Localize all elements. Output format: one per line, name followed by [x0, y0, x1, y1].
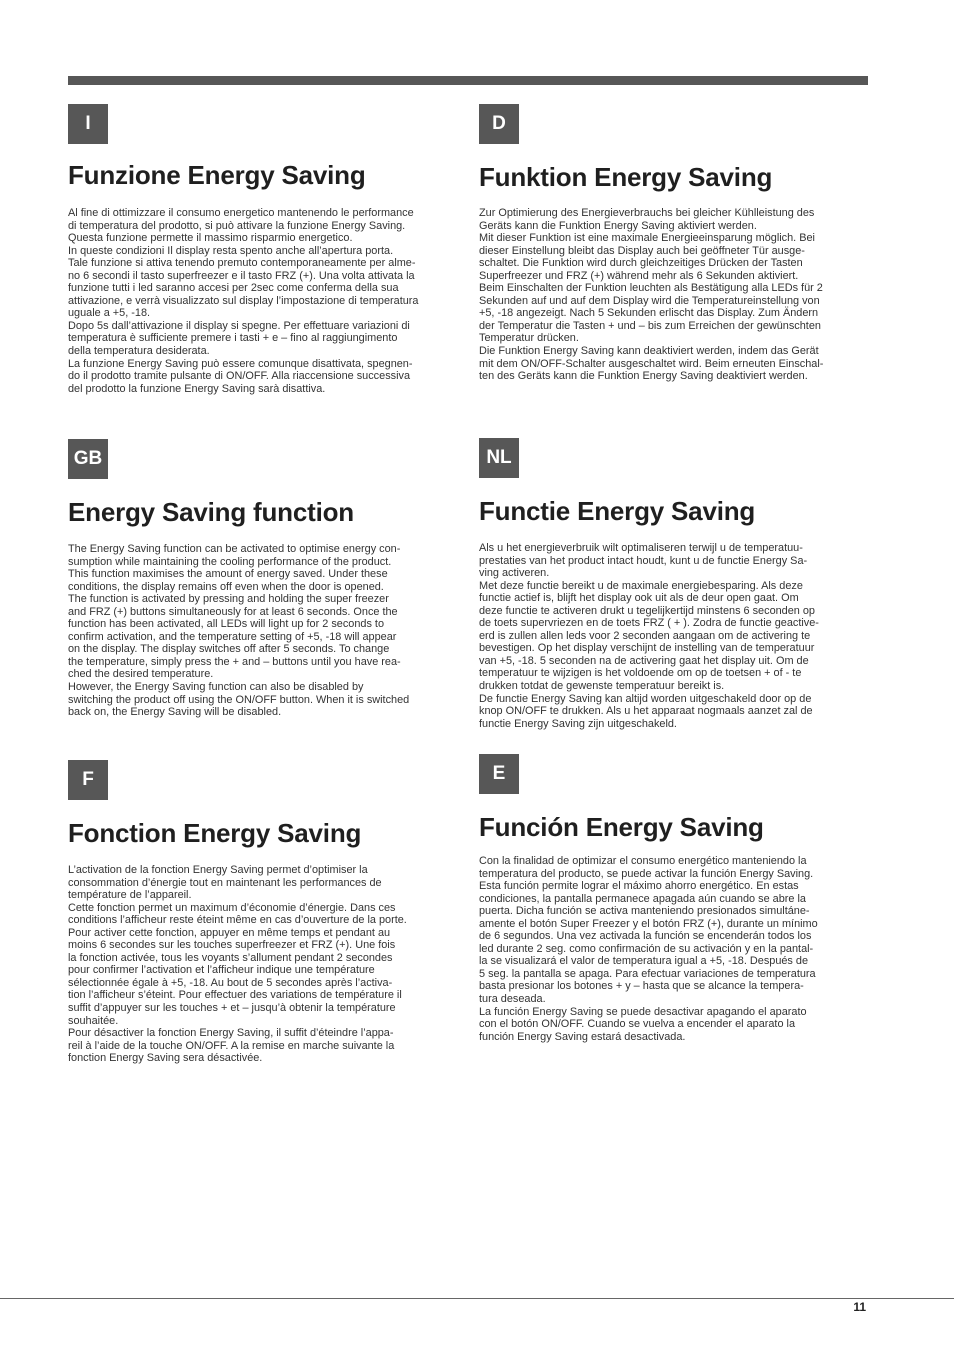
section-dutch	[479, 438, 867, 730]
section-body: Al fine di ottimizzare il consumo energetico mantenendo le performance di temperatura del prodotto, si può attivare la funzione Energy Saving. Questa funzione permette il massimo risparmio energetico. In queste condizioni Il display resta spento anche all’apertura porta. Tale funzione si attiva tenendo premuto contemporaneamente per alme- no 6 secondi il tasto superfreezer e il tasto FRZ (+). Una volta attivata la funzione tutti i led saranno accesi per 2sec come conferma della sua attivazione, e verrà visualizzato sul display l’impostazione di temperatura uguale a +5, -18. Dopo 5s dall’attivazione il display si spegne. Per effettuare variazioni di temperatura è sufficiente premere i tasti + e – fino al raggiungimento della temperatura desiderata. La funzione Energy Saving può essere comunque disattivata, spegnen- do il prodotto tramite pulsante di ON/OFF. Alla riaccensione successiva del prodotto la funzione Energy Saving sarà disattiva.	[68, 207, 419, 395]
bottom-rule	[0, 1298, 954, 1299]
section-french	[68, 760, 456, 1065]
section-body: Zur Optimierung des Energieverbrauchs bei gleicher Kühlleistung des Geräts kann die Funktion Energy Saving aktiviert werden. Mit dieser Funktion ist eine maximale Energieeinsparung möglich. Bei dieser Einstellung bleibt das Display auch bei geöffneter Tür ausge- schaltet. Die Funktion wird durch gleichzeitiges Drücken der Tasten Superfreezer und FRZ (+) während mehr als 6 Sekunden aktiviert. Beim Einschalten der Funktion leuchten als Bestätigung alla LEDs für 2 Sekunden auf und auf dem Display wird die Temperatureinstellung von +5, -18 angezeigt. Nach 5 Sekunden erlischt das Display. Zum Ändern der Temperatur die Tasten + und – bis zum Erreichen der gewünschten Temperatur drücken. Die Funktion Energy Saving kann deaktiviert werden, indem das Gerät mit dem ON/OFF-Schalter ausgeschaltet wird. Beim erneuten Einschal- ten des Geräts kann die Funktion Energy Saving deaktiviert werden.	[479, 207, 824, 383]
language-badge: E	[479, 754, 519, 794]
section-title: Energy Saving function	[68, 497, 354, 527]
section-body: The Energy Saving function can be activated to optimise energy con- sumption while maintaining the cooling performance of the product. This function maximises the amount of energy saved. Under these conditions, the display remains off even when the door is opened. The function is activated by pressing and holding the super freezer and FRZ (+) buttons simultaneously for at least 6 seconds. Once the function has been activated, all LEDs will light up for 2 seconds to confirm activation, and the temperature setting of +5, -18 will appear on the display. The display switches off after 5 seconds. To change the temperature, simply press the + and – buttons until you have rea- ched the desired temperature. However, the Energy Saving function can also be disabled by switching the product off using the ON/OFF button. When it is switched back on, the Energy Saving will be disabled.	[68, 543, 410, 719]
section-english	[68, 439, 456, 719]
language-badge: F	[68, 760, 108, 800]
section-title: Functie Energy Saving	[479, 496, 756, 526]
language-badge: NL	[479, 438, 519, 478]
section-title: Función Energy Saving	[479, 812, 764, 842]
section-title: Funktion Energy Saving	[479, 162, 773, 192]
language-badge: I	[68, 104, 108, 144]
section-italian	[68, 104, 456, 395]
section-body: Als u het energieverbruik wilt optimaliseren terwijl u de temperatuu- prestaties van het product intact houdt, kunt u de functie Energy Sa- ving activeren. Met deze functie bereikt u de maximale energiebesparing. Als deze functie actief is, blijft het display ook uit als de deur open gaat. Om deze functie te activeren drukt u tegelijkertijd minstens 6 seconden op de toets supervriezen en de toets FRZ ( + ). Zodra de functie geactive- erd is zullen allen leds voor 2 seconden aangaan om de activering te bevestigen. Op het display verschijnt de instelling van de temperatuur van +5, -18. 5 seconden na de activering gaat het display uit. Om de temperatuur te wijzigen is het voldoende om op de toetsen + of - te drukken totdat de gewenste temperatuur bereikt is. De functie Energy Saving kan altijd worden uitgeschakeld door op de knop ON/OFF te drukken. Als u het apparaat nogmaals aanzet zal de functie Energy Saving zijn uitgeschakeld.	[479, 542, 819, 730]
language-badge: GB	[68, 439, 108, 479]
section-body: L’activation de la fonction Energy Saving permet d’optimiser la consommation d’énergie tout en maintenant les performances de température de l’appareil. Cette fonction permet un maximum d’économie d’énergie. Dans ces conditions l’afficheur reste éteint même en cas d’ouverture de la porte. Pour activer cette fonction, appuyer en même temps et pendant au moins 6 secondes sur les touches superfreezer et FRZ (+). Une fois la fonction activée, tous les voyants s’allument pendant 2 secondes pour confirmer l’activation et l’afficheur indique une température sélectionnée égale à +5, -18. Au bout de 5 secondes après l’activa- tion l’afficheur s’éteint. Pour effectuer des variations de température il suffit d’appuyer sur les touches + et – jusqu’à obtenir la température souhaitée. Pour désactiver la fonction Energy Saving, il suffit d’éteindre l’appa- reil à l’aide de la touche ON/OFF. A la remise en marche suivante la fonction Energy Saving sera désactivée.	[68, 864, 407, 1065]
section-spanish	[479, 754, 867, 1043]
section-body: Con la finalidad de optimizar el consumo energético manteniendo la temperatura del producto, se puede activar la función Energy Saving. Esta función permite lograr el máximo ahorro energético. En estas condiciones, la pantalla permanece apagada aún cuando se abre la puerta. Dicha función se activa manteniendo presionados simultáne- amente el botón Super Freezer y el botón FRZ (+), durante un mínimo de 6 segundos. Una vez activada la función se encenderán todos los led durante 2 seg. como confirmación de su activación y en la pantal- la se visualizará el valor de temperatura igual a +5, -18. Después de 5 seg. la pantalla se apaga. Para efectuar variaciones de temperatura basta presionar los botones + y – hasta que se alcance la tempera- tura deseada. La función Energy Saving se puede desactivar apagando el aparato con el botón ON/OFF. Cuando se vuelva a encender el aparato la función Energy Saving estará desactivada.	[479, 855, 818, 1043]
top-rule	[68, 76, 868, 85]
section-title: Fonction Energy Saving	[68, 818, 362, 848]
section-german	[479, 104, 867, 383]
section-title: Funzione Energy Saving	[68, 160, 366, 190]
page-number: 11	[853, 1300, 866, 1314]
language-badge: D	[479, 104, 519, 144]
